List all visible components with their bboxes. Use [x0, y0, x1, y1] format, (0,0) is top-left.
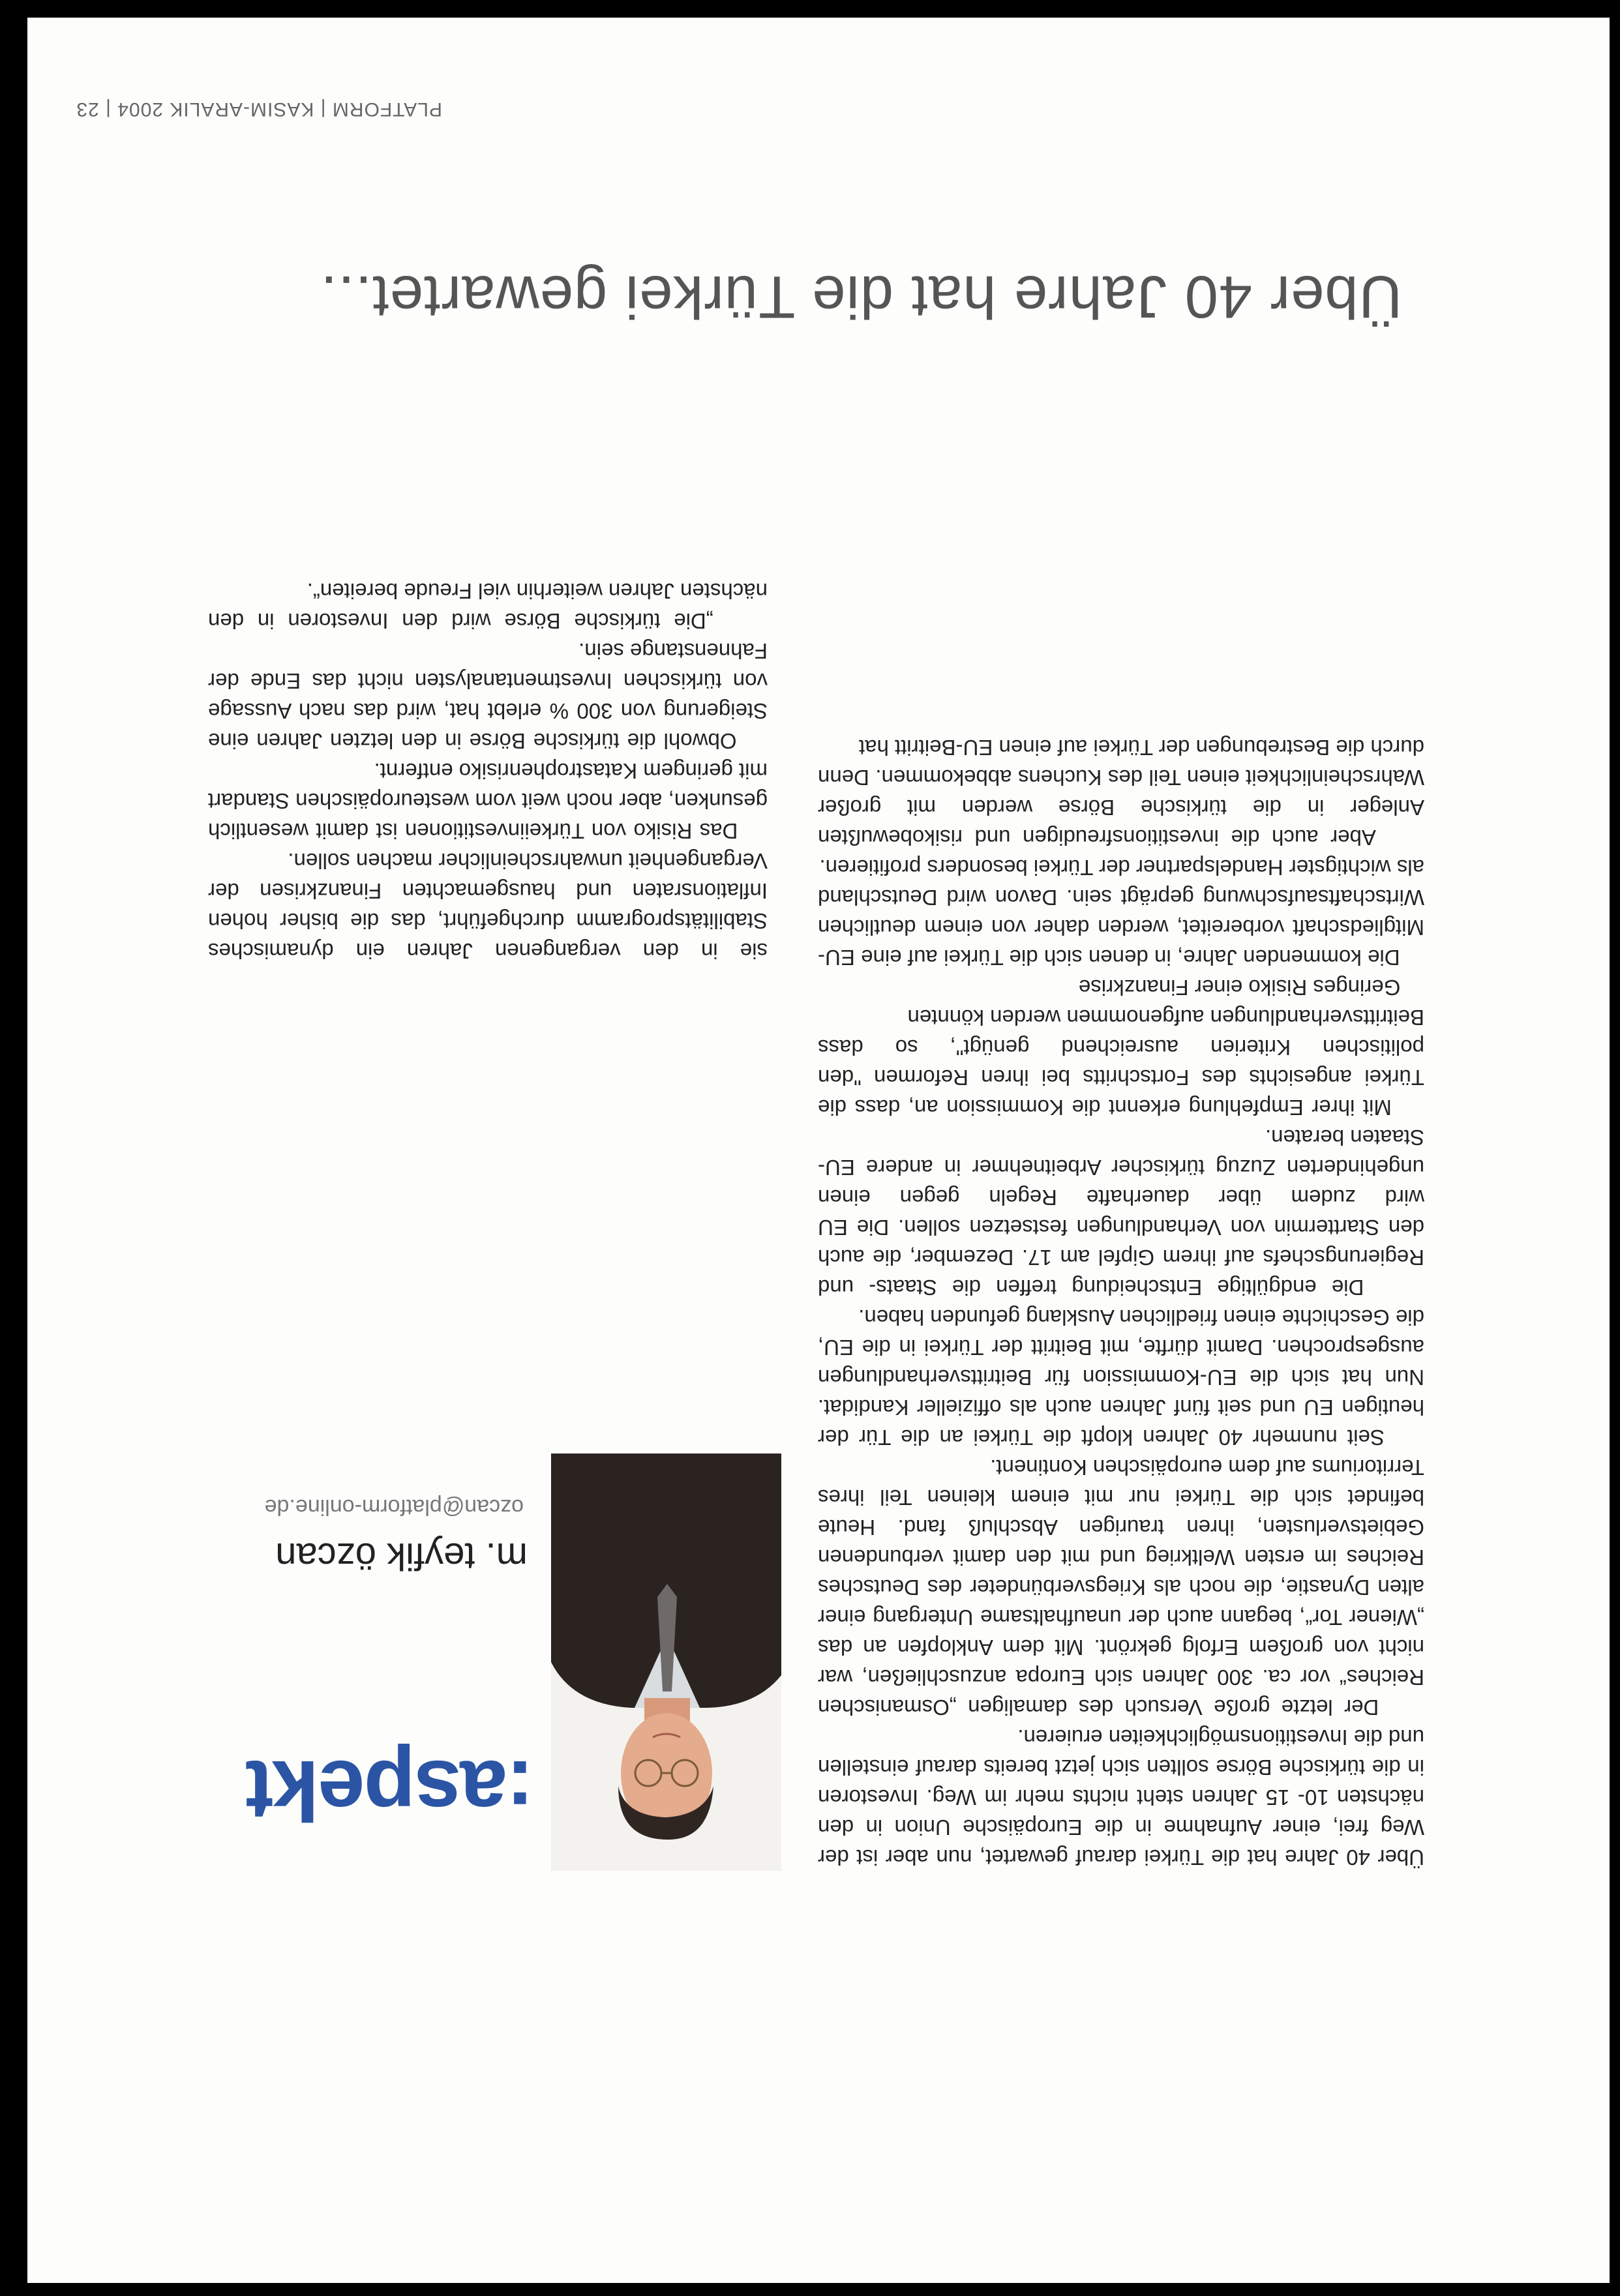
article-headline: Über 40 Jahre hat die Türkei gewartet...	[320, 263, 1402, 330]
page-footer	[76, 97, 442, 121]
article-column-2: sie in den vergangenen Jahren ein dynamisches Stabilitätsprogramm durchgeführt, das die bisher hohen Inflationsraten und hausgemachten Finanzkrisen der Vergangenheit unwahrscheinlicher machen sollen. Das Risiko von Türkeiinvestitionen ist damit wesentlich gesunken, aber noch weit vom westeuropäischen Standart mit geringem Katastrophenrisiko entfernt. Obwohl die türkische Börse in den letzten Jahren eine Steigerung von 300 % erlebt hat, wird das nach Aussage von türkischen Investmentanalysten nicht das Ende der Fahnenstange sein. „Die türkische Börse wird den Investoren in den nächsten Jahren weiterhin viel Freude bereiten“.	[208, 579, 768, 963]
column-brand-logo: :aspekt	[246, 1743, 534, 1838]
article-column-1: Über 40 Jahre hat die Türkei darauf gewartet, nun aber ist der Weg frei, einer Aufnahme in die Europäische Union in den nächsten 10- 15 Jahren steht nichts mehr im Weg. Investoren in die türkische Börse sollten sich jetzt bereits darauf einstellen und die Investitionsmöglichkeiten eruieren. Der letzte große Versuch des damaligen „Osmanischen Reiches“ vor ca. 300 Jahren sich Europa anzuschließen, war nicht von großem Erfolg gekrönt. Mit dem Anklopfen an das „Wiener Tor“, begann auch der unaufhaltsame Untergang einer alten Dynastie, die noch als Kriegsverbündeter des Deutsches Reiches im ersten Weltkrieg und mit den damit verbundenen Gebietsverlusten, ihren traurigen Abschluß fand. Heute befindet sich die Türkei nur mit einem kleinen Teil ihres Territoriums auf dem europäischen Kontinent. Seit nunmehr 40 Jahren klopft die Türkei an die Tür der heutigen EU und seit fünf Jahren auch als offizieller Kandidat. Nun hat sich die EU-Kommission für Beitrittsverhandlungen ausgesprochen. Damit dürfte, mit Beitritt der Türkei in die EU, die Geschichte einen friedlichen Ausklang gefunden haben. Die endgültige Entscheidung treffen die Staats- und Regierungschefs auf ihrem Gipfel am 17. Dezember, die auch den Starttermin von Verhandlungen festsetzen sollen. Die EU wird zudem über dauerhafte Regeln gegen einen ungehinderten Zuzug türkischer Arbeitnehmer in andere EU-Staaten beraten. Mit ihrer Empfehlung erkennt die Kommission an, dass die Türkei angesichts des Fortschritts bei ihren Reformen "den politischen Kriterien ausreichend genügt", so dass Beitrittsverhandlungen aufgenommen werden könnten Geringes Risiko einer Finanzkrise Die kommenden Jahre, in denen sich die Türkei auf eine EU-Mitgliedschaft vorbereitet, werden daher von einem deutlichen Wirtschaftsaufschwung geprägt sein. Davon wird Deutschland als wichtigster Handelspartner der Türkei besonders profitieren. Aber auch die investitionsfreudigen und risikobewußten Anleger in die türkische Börse werden mit großer Wahrscheinlichkeit einen Teil des Kuchens abbekommen. Denn durch die Bestrebungen der Türkei auf einen EU-Beitritt hat	[818, 736, 1424, 1870]
footer-separator: |	[98, 98, 111, 120]
author-portrait-image	[551, 1454, 781, 1871]
magazine-page	[27, 18, 1610, 2283]
author-photo	[551, 1454, 781, 1871]
publication-name: PLATFORM	[331, 98, 442, 120]
author-email: ozcan@platform-online.de	[264, 1495, 524, 1519]
author-name: m. teyfik özcan	[275, 1535, 528, 1577]
issue-date: KASIM-ARALIK 2004	[117, 98, 314, 120]
footer-separator: |	[314, 98, 326, 120]
page-number: 23	[76, 98, 99, 120]
